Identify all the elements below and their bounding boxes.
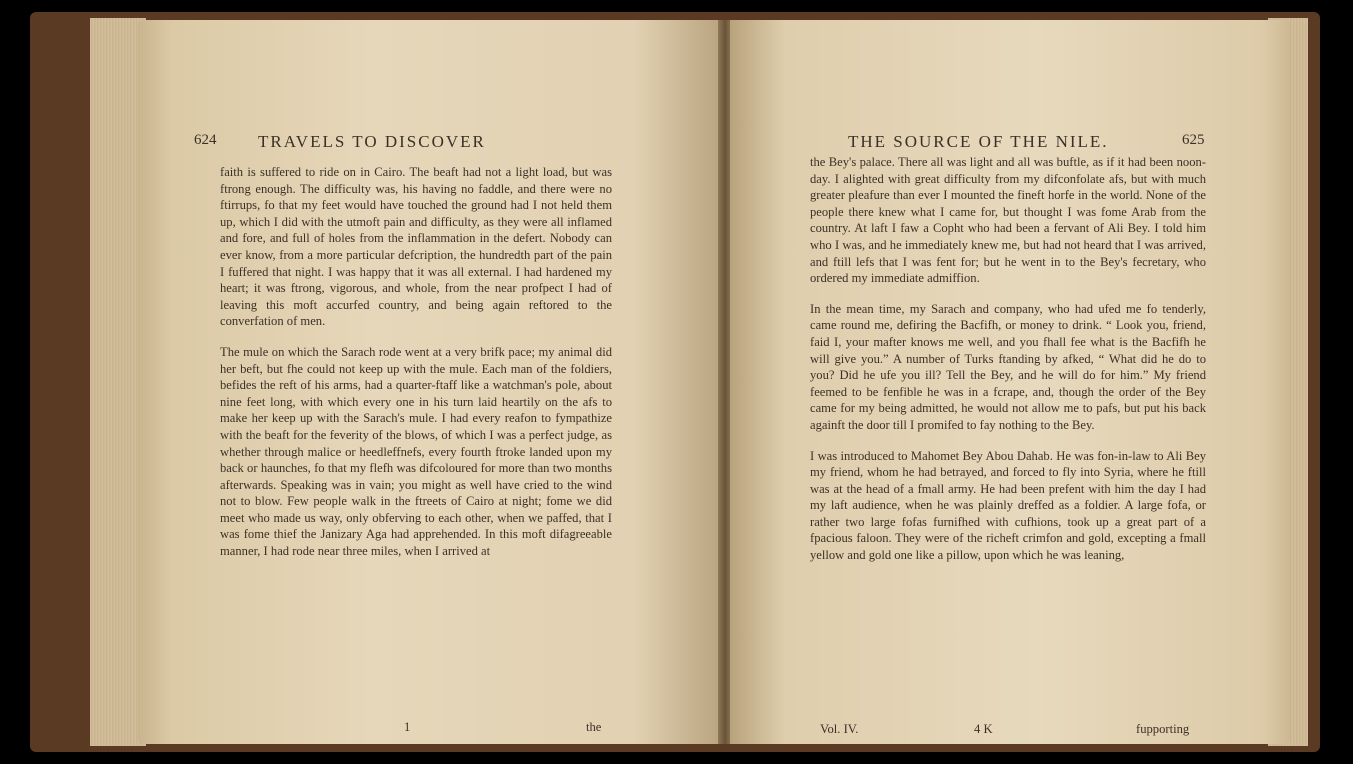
- left-page-text: [220, 164, 612, 560]
- left-signature: 1: [404, 720, 411, 734]
- right-paragraph-2: In the mean time, my Sarach and company, who had ufed me fo tenderly, came round me, defiring the Bacfifh, or money to drink. “ Look you, friend, faid I, your mafter knows me well, and you fhall fee what is the Bacfifh he will give you.” A number of Turks ftanding by afked, “ What did he do to you? Did he ufe you ill? Tell the Bey, and he will do for him.” My friend feemed to be fenfible he was in a fcrape, and, though the order of the Bey came for my being admitted, he would not allow me to pafs, but put his back againft the door till I promifed to fay nothing to the Bey.: [810, 301, 1206, 432]
- open-book: [30, 12, 1320, 752]
- left-page-number: 624: [194, 132, 217, 148]
- right-paragraph-1: the Bey's palace. There all was light and all was buftle, as if it had been noon-day. I alighted with great difficulty from my difconfolate afs, but with much greater pleafure than ever I mounted the fineft horfe in the world. None of the people there knew what I came for, but thought I was fome Arab from the country. At laft I faw a Copht who had been a fervant of Ali Bey. I told him who I was, and he immediately knew me, but had not heard that I was arrived, and ftill lefs that I was fent for; but he went in to the Bey's fecretary, who ordered my immediate admiffion.: [810, 155, 1206, 286]
- left-paragraph-1: faith is suffered to ride on in Cairo. The beaft had not a light load, but was ftrong enough. The difficulty was, his having no faddle, and there were no ftirrups, fo that my feet would have touched the ground had I not held them up, which I did with the utmoft pain and difficulty, as they were all inflamed and fore, and full of holes from the inflammation in the defert. Nobody can ever know, from a more particular defcription, the hundredth part of the pain I fuffered that night. I was happy that it was all external. I had hardened my heart; it was ftrong, vigorous, and whole, from the near profpect I had of leaving this moft accurfed country, and being again reftored to the converfation of men.: [220, 165, 612, 329]
- volume-number: Vol. IV.: [820, 722, 859, 736]
- right-catchword: fupporting: [1136, 722, 1190, 736]
- right-page: [730, 20, 1290, 744]
- right-signature: 4 K: [974, 722, 993, 736]
- right-page-text: [810, 154, 1206, 564]
- left-page: [138, 20, 722, 744]
- left-paragraph-2: The mule on which the Sarach rode went at a very brifk pace; my animal did her beft, but fhe could not keep up with the mule. Each man of the foldiers, befides the reft of his arms, had a quarter-ftaff like a watchman's pole, about nine feet long, with which every one in his turn laid heartily on the afs to make her keep up with the Sarach's mule. I had every reafon to fympathize with the beaft for the feverity of the blows, of which I was a perfect judge, as whether through malice or heedleffnefs, every fourth ftroke landed upon my back or haunches, fo that my flefh was difcoloured for more than two months afterwards. Speaking was in vain; you might as well have cried to the wind not to blow. Few people walk in the ftreets of Cairo at night; fome we did meet who made us way, only obferving to each other, when we paffed, that I was fome thief the Janizary Aga had apprehended. In this moft difagreeable manner, I had rode near three miles, when I arrived at: [220, 344, 612, 559]
- left-running-head: TRAVELS TO DISCOVER: [258, 132, 486, 151]
- right-page-number: 625: [1182, 132, 1205, 148]
- right-running-head: THE SOURCE OF THE NILE.: [848, 132, 1109, 151]
- right-paragraph-3: I was introduced to Mahomet Bey Abou Dahab. He was fon-in-law to Ali Bey my friend, whom he had betrayed, and forced to fly into Syria, where he ftill was at the head of a fmall army. He had been prefent with him the day I had my laft audience, when he was plainly dreffed as a foldier. A large fofa, or rather two large fofas furnifhed with cufhions, took up a great part of a fpacious faloon. They were of the richeft crimfon and gold, excepting a fmall yellow and gold one like a pillow, upon which he was leaning,: [810, 448, 1206, 563]
- left-catchword: the: [586, 720, 602, 734]
